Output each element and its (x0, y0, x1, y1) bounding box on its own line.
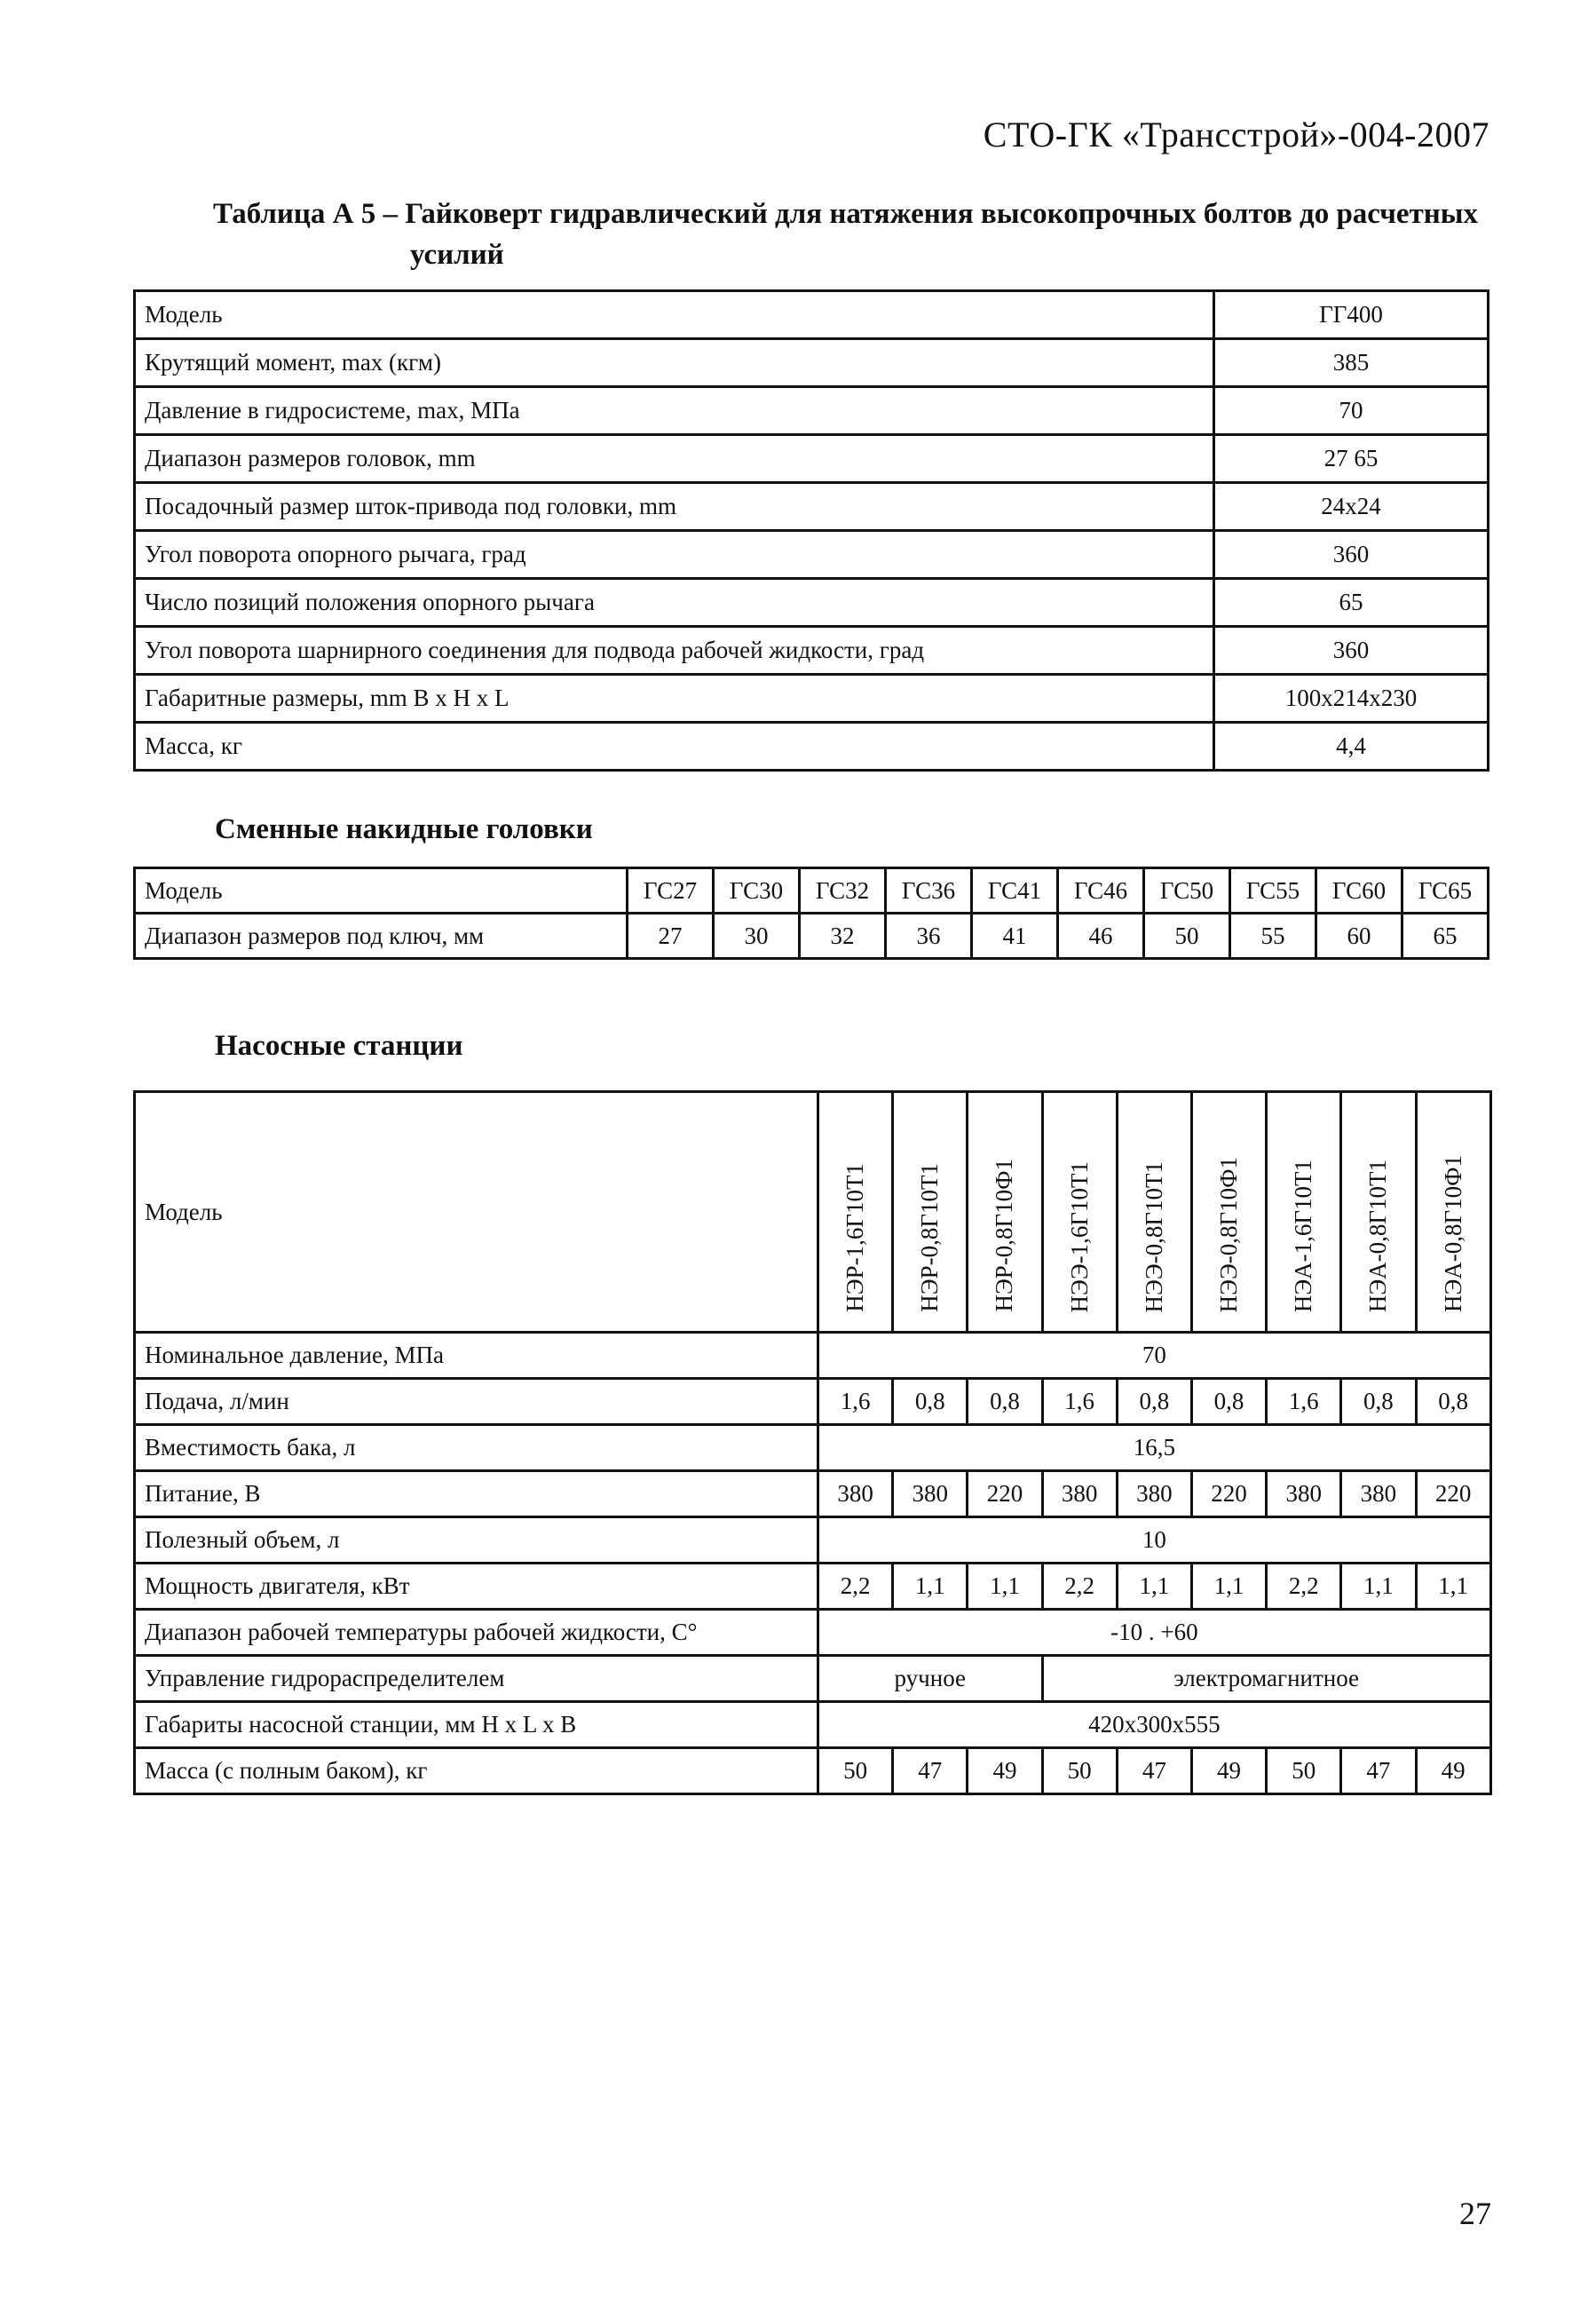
pumps-section-title: Насосные станции (215, 1030, 463, 1062)
sockets-model-label: Модель (135, 868, 628, 914)
spec-row (135, 291, 1489, 339)
pump-motor-power-value: 1,1 (893, 1564, 968, 1610)
pumps-control-manual: ручное (818, 1656, 1043, 1702)
pump-motor-power-value: 2,2 (1042, 1564, 1117, 1610)
socket-model: ГС60 (1316, 868, 1402, 914)
spec-value: 24x24 (1214, 483, 1489, 531)
pumps-mass-row (135, 1748, 1491, 1794)
pumps-pressure-row (135, 1333, 1491, 1379)
pump-model-name: НЭА-0,8Г10Ф1 (1439, 1154, 1466, 1312)
pump-motor-power-value: 1,1 (1341, 1564, 1416, 1610)
pumps-control-row (135, 1656, 1491, 1702)
spec-row (135, 435, 1489, 483)
pump-model-name: НЭР-0,8Г10Ф1 (991, 1159, 1018, 1312)
sockets-table (133, 867, 1489, 960)
spec-value: 70 (1214, 387, 1489, 435)
pumps-pressure-value: 70 (818, 1333, 1491, 1379)
socket-size: 50 (1144, 914, 1230, 959)
pump-power-supply-value: 220 (968, 1471, 1042, 1517)
pump-flow-value: 0,8 (968, 1379, 1042, 1425)
socket-model: ГС65 (1402, 868, 1489, 914)
pump-power-supply-value: 380 (893, 1471, 968, 1517)
pump-power-supply-value: 380 (1042, 1471, 1117, 1517)
pump-mass-value: 49 (1191, 1748, 1266, 1794)
spec-value: 385 (1214, 339, 1489, 387)
pumps-pressure-label: Номинальное давление, МПа (135, 1333, 818, 1379)
pump-motor-power-value: 1,1 (1117, 1564, 1191, 1610)
page-number: 27 (1459, 2196, 1491, 2231)
spec-label: Давление в гидросистеме, max, МПа (135, 387, 1214, 435)
sockets-section-title: Сменные накидные головки (215, 813, 593, 845)
pump-mass-value: 50 (1042, 1748, 1117, 1794)
pump-motor-power-value: 2,2 (818, 1564, 893, 1610)
socket-model: ГС36 (886, 868, 972, 914)
spec-label: Крутящий момент, max (кгм) (135, 339, 1214, 387)
spec-label: Диапазон размеров головок, mm (135, 435, 1214, 483)
caption-line-1: Таблица А 5 – Гайковерт гидравлический для натяжения высокопрочных болтов до расчетных (213, 198, 1479, 230)
pump-mass-value: 49 (968, 1748, 1042, 1794)
pump-power-supply-value: 380 (1341, 1471, 1416, 1517)
pump-model-name: НЭР-0,8Г10Т1 (916, 1163, 944, 1312)
pump-mass-value: 47 (893, 1748, 968, 1794)
socket-size: 65 (1402, 914, 1489, 959)
spec-value: 27 65 (1214, 435, 1489, 483)
pump-power-supply-value: 220 (1191, 1471, 1266, 1517)
sockets-size-row (135, 914, 1489, 959)
pump-power-supply-value: 220 (1416, 1471, 1490, 1517)
spec-label: Угол поворота шарнирного соединения для подвода рабочей жидкости, град (135, 627, 1214, 675)
pumps-control-electromagnetic: электромагнитное (1042, 1656, 1490, 1702)
pumps-flow-label: Подача, л/мин (135, 1379, 818, 1425)
pumps-control-label: Управление гидрораспределителем (135, 1656, 818, 1702)
sockets-model-row (135, 868, 1489, 914)
pumps-mass-label: Масса (с полным баком), кг (135, 1748, 818, 1794)
socket-size: 41 (972, 914, 1058, 959)
socket-model: ГС27 (628, 868, 714, 914)
pumps-tank-label: Вместимость бака, л (135, 1425, 818, 1471)
pump-model-name: НЭЭ-0,8Г10Ф1 (1215, 1156, 1243, 1312)
pumps-tank-row (135, 1425, 1491, 1471)
pump-model-header (968, 1092, 1042, 1333)
socket-model: ГС46 (1058, 868, 1144, 914)
pump-model-header (1341, 1092, 1416, 1333)
caption-line-2: усилий (410, 239, 504, 271)
pumps-dimensions-value: 420x300x555 (818, 1702, 1491, 1748)
pump-flow-value: 0,8 (893, 1379, 968, 1425)
pump-mass-value: 50 (1267, 1748, 1341, 1794)
socket-size: 27 (628, 914, 714, 959)
pump-flow-value: 1,6 (1042, 1379, 1117, 1425)
document-code: СТО-ГК «Трансстрой»-004-2007 (983, 115, 1489, 154)
pumps-power-supply-label: Питание, В (135, 1471, 818, 1517)
spec-value: 360 (1214, 627, 1489, 675)
pump-motor-power-value: 2,2 (1267, 1564, 1341, 1610)
pump-motor-power-value: 1,1 (1191, 1564, 1266, 1610)
pumps-power-supply-row (135, 1471, 1491, 1517)
pumps-motor-power-row (135, 1564, 1491, 1610)
pumps-model-label: Модель (135, 1092, 818, 1333)
pumps-temp-label: Диапазон рабочей температуры рабочей жидкости, С° (135, 1610, 818, 1656)
pump-model-header (1191, 1092, 1266, 1333)
socket-size: 36 (886, 914, 972, 959)
spec-value: 100x214x230 (1214, 675, 1489, 723)
spec-value: 65 (1214, 579, 1489, 627)
pumps-useful-volume-value: 10 (818, 1517, 1491, 1564)
spec-row (135, 723, 1489, 771)
socket-model: ГС50 (1144, 868, 1230, 914)
pump-power-supply-value: 380 (1117, 1471, 1191, 1517)
pump-model-name: НЭА-0,8Г10Т1 (1364, 1159, 1392, 1312)
spec-row (135, 627, 1489, 675)
table-caption (213, 194, 1509, 275)
spec-label: Посадочный размер шток-привода под головки, mm (135, 483, 1214, 531)
pump-stations-table (133, 1090, 1492, 1795)
socket-size: 46 (1058, 914, 1144, 959)
socket-model: ГС30 (714, 868, 800, 914)
pump-flow-value: 0,8 (1191, 1379, 1266, 1425)
pumps-flow-row (135, 1379, 1491, 1425)
pumps-model-row (135, 1092, 1491, 1333)
pump-model-name: НЭА-1,6Г10Т1 (1290, 1159, 1317, 1312)
spec-label: Габаритные размеры, mm B x H x L (135, 675, 1214, 723)
pumps-dimensions-row (135, 1702, 1491, 1748)
socket-model: ГС32 (800, 868, 886, 914)
pump-flow-value: 1,6 (818, 1379, 893, 1425)
pump-flow-value: 0,8 (1341, 1379, 1416, 1425)
pumps-useful-volume-row (135, 1517, 1491, 1564)
sockets-range-label: Диапазон размеров под ключ, мм (135, 914, 628, 959)
wrench-specs-body (135, 291, 1489, 771)
socket-size: 55 (1230, 914, 1316, 959)
pumps-tank-value: 16,5 (818, 1425, 1491, 1471)
pump-power-supply-value: 380 (1267, 1471, 1341, 1517)
pump-power-supply-value: 380 (818, 1471, 893, 1517)
spec-label: Угол поворота опорного рычага, град (135, 531, 1214, 579)
pump-mass-value: 50 (818, 1748, 893, 1794)
socket-size: 30 (714, 914, 800, 959)
spec-label: Число позиций положения опорного рычага (135, 579, 1214, 627)
spec-value: 4,4 (1214, 723, 1489, 771)
socket-size: 60 (1316, 914, 1402, 959)
pumps-temp-value: -10 . +60 (818, 1610, 1491, 1656)
pump-flow-value: 0,8 (1117, 1379, 1191, 1425)
pump-mass-value: 49 (1416, 1748, 1490, 1794)
pump-model-name: НЭЭ-0,8Г10Т1 (1140, 1160, 1167, 1312)
pump-mass-value: 47 (1117, 1748, 1191, 1794)
socket-model: ГС55 (1230, 868, 1316, 914)
pump-model-name: НЭЭ-1,6Г10Т1 (1065, 1160, 1093, 1312)
spec-row (135, 339, 1489, 387)
pump-motor-power-value: 1,1 (968, 1564, 1042, 1610)
pump-model-header (893, 1092, 968, 1333)
socket-size: 32 (800, 914, 886, 959)
spec-row (135, 675, 1489, 723)
spec-row (135, 387, 1489, 435)
pump-model-header (1042, 1092, 1117, 1333)
socket-model: ГС41 (972, 868, 1058, 914)
pump-model-header (1267, 1092, 1341, 1333)
spec-label: Модель (135, 291, 1214, 339)
pumps-temp-row (135, 1610, 1491, 1656)
pumps-motor-power-label: Мощность двигателя, кВт (135, 1564, 818, 1610)
pump-model-header (818, 1092, 893, 1333)
spec-label: Масса, кг (135, 723, 1214, 771)
spec-row (135, 531, 1489, 579)
pump-model-header (1117, 1092, 1191, 1333)
pump-mass-value: 47 (1341, 1748, 1416, 1794)
spec-value: ГГ400 (1214, 291, 1489, 339)
pump-motor-power-value: 1,1 (1416, 1564, 1490, 1610)
spec-value: 360 (1214, 531, 1489, 579)
pump-model-header (1416, 1092, 1490, 1333)
spec-row (135, 483, 1489, 531)
spec-row (135, 579, 1489, 627)
wrench-specs-table (133, 289, 1489, 772)
pump-model-name: НЭР-1,6Г10Т1 (841, 1163, 869, 1312)
pumps-dimensions-label: Габариты насосной станции, мм H x L x B (135, 1702, 818, 1748)
pump-flow-value: 0,8 (1416, 1379, 1490, 1425)
pumps-useful-volume-label: Полезный объем, л (135, 1517, 818, 1564)
pump-flow-value: 1,6 (1267, 1379, 1341, 1425)
